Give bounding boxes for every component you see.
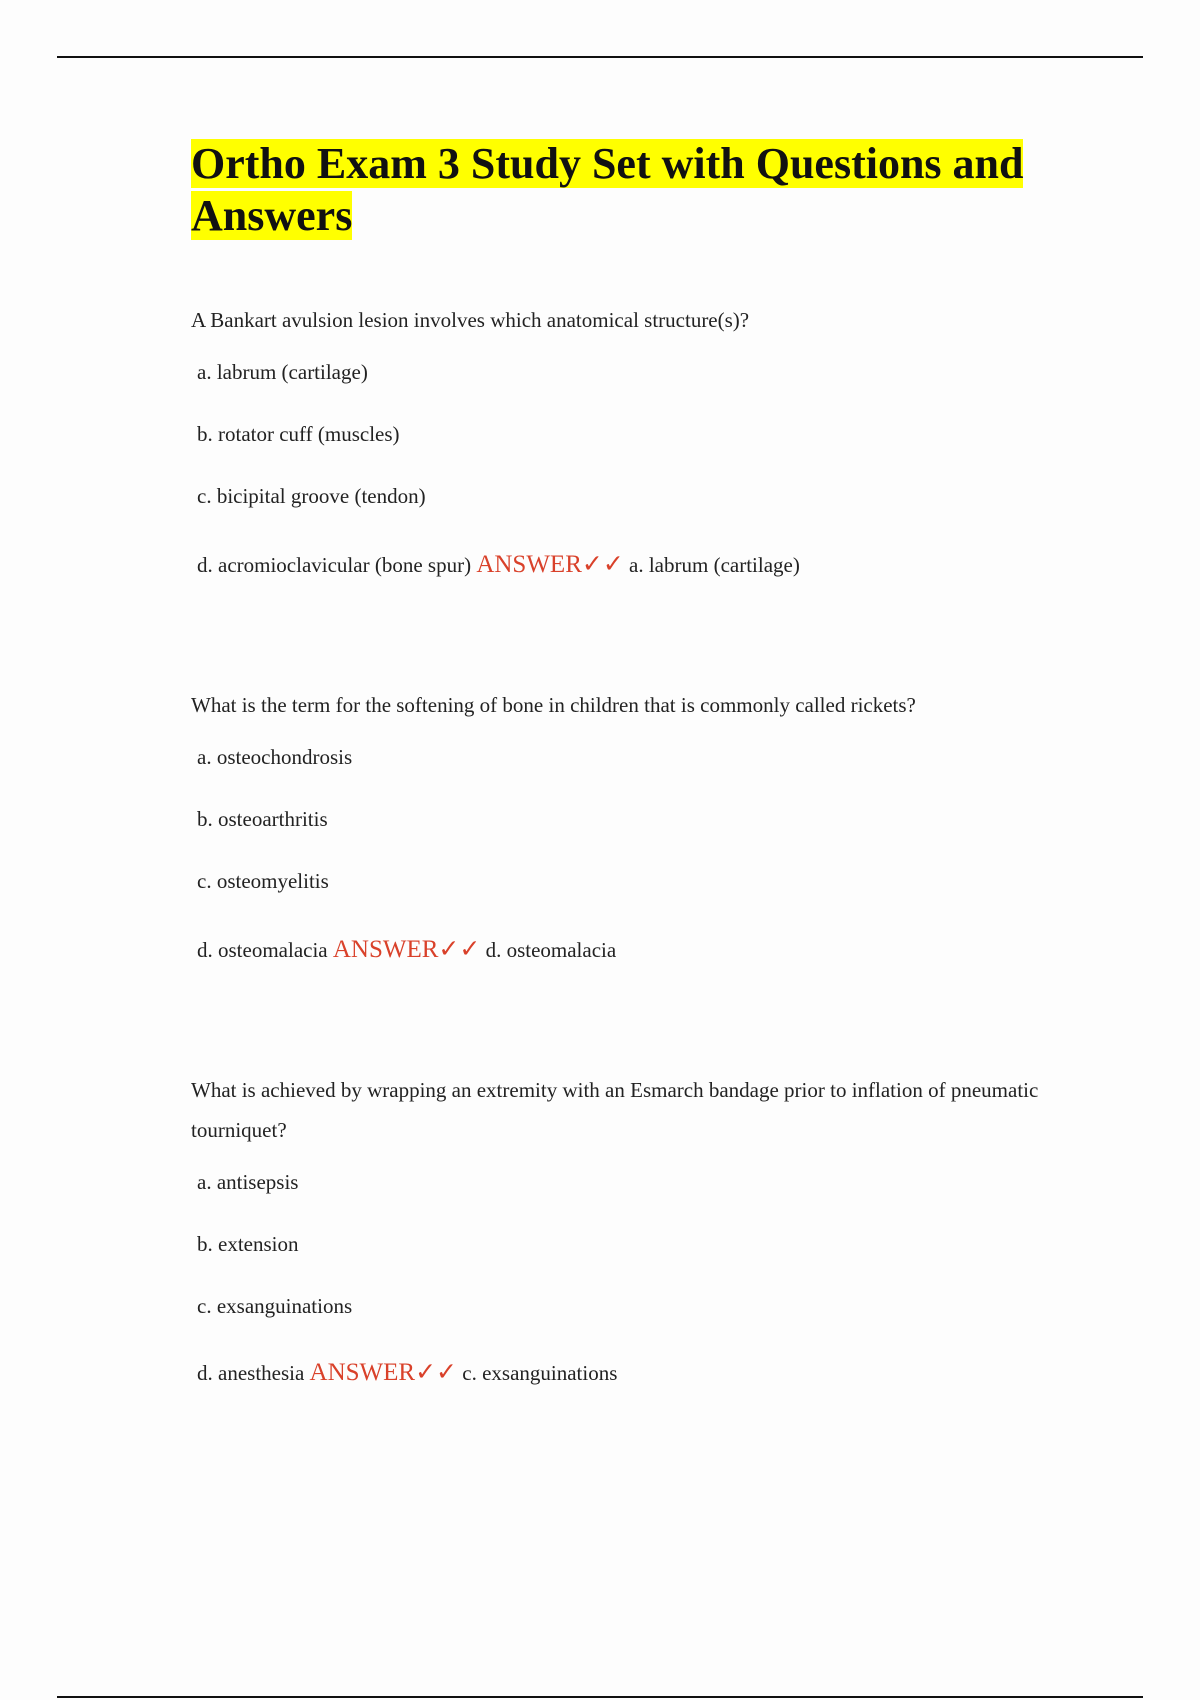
document-body	[191, 138, 1041, 1386]
title-highlight: Ortho Exam 3 Study Set with Questions and Answers	[191, 139, 1024, 240]
option-b: b. rotator cuff (muscles)	[197, 422, 400, 446]
option-b: b. osteoarthritis	[197, 807, 328, 831]
answer-line	[191, 1358, 617, 1388]
answer-label: ANSWER✓✓	[476, 551, 624, 578]
answer-line	[191, 550, 800, 580]
answer-value: d. osteomalacia	[485, 938, 617, 962]
answer-label: ANSWER✓✓	[332, 936, 481, 963]
bottom-rule	[57, 1696, 1143, 1698]
question-text: What is the term for the softening of bone in children that is commonly called rickets?	[191, 693, 916, 717]
answer-line	[191, 935, 616, 965]
option-d: d. osteomalacia	[197, 938, 328, 962]
option-d: d. acromioclavicular (bone spur)	[197, 553, 472, 577]
option-c: c. bicipital groove (tendon)	[197, 484, 426, 508]
option-b: b. extension	[197, 1232, 299, 1256]
option-a: a. antisepsis	[197, 1170, 299, 1194]
option-c: c. osteomyelitis	[197, 869, 329, 893]
document-title	[191, 138, 1041, 242]
question-text: What is achieved by wrapping an extremity with an Esmarch bandage prior to inflation of pneumatic tourniquet?	[191, 1078, 1039, 1142]
top-rule	[57, 56, 1143, 58]
option-c: c. exsanguinations	[197, 1294, 353, 1318]
option-a: a. labrum (cartilage)	[197, 360, 368, 384]
option-a: a. osteochondrosis	[197, 745, 353, 769]
answer-label: ANSWER✓✓	[309, 1359, 457, 1386]
question-block-1	[191, 300, 1041, 578]
question-block-3	[191, 1070, 1041, 1386]
option-d: d. anesthesia	[197, 1361, 305, 1385]
question-block-2	[191, 685, 1041, 963]
question-text: A Bankart avulsion lesion involves which anatomical structure(s)?	[191, 308, 750, 332]
answer-value: a. labrum (cartilage)	[629, 553, 800, 577]
answer-value: c. exsanguinations	[462, 1361, 618, 1385]
